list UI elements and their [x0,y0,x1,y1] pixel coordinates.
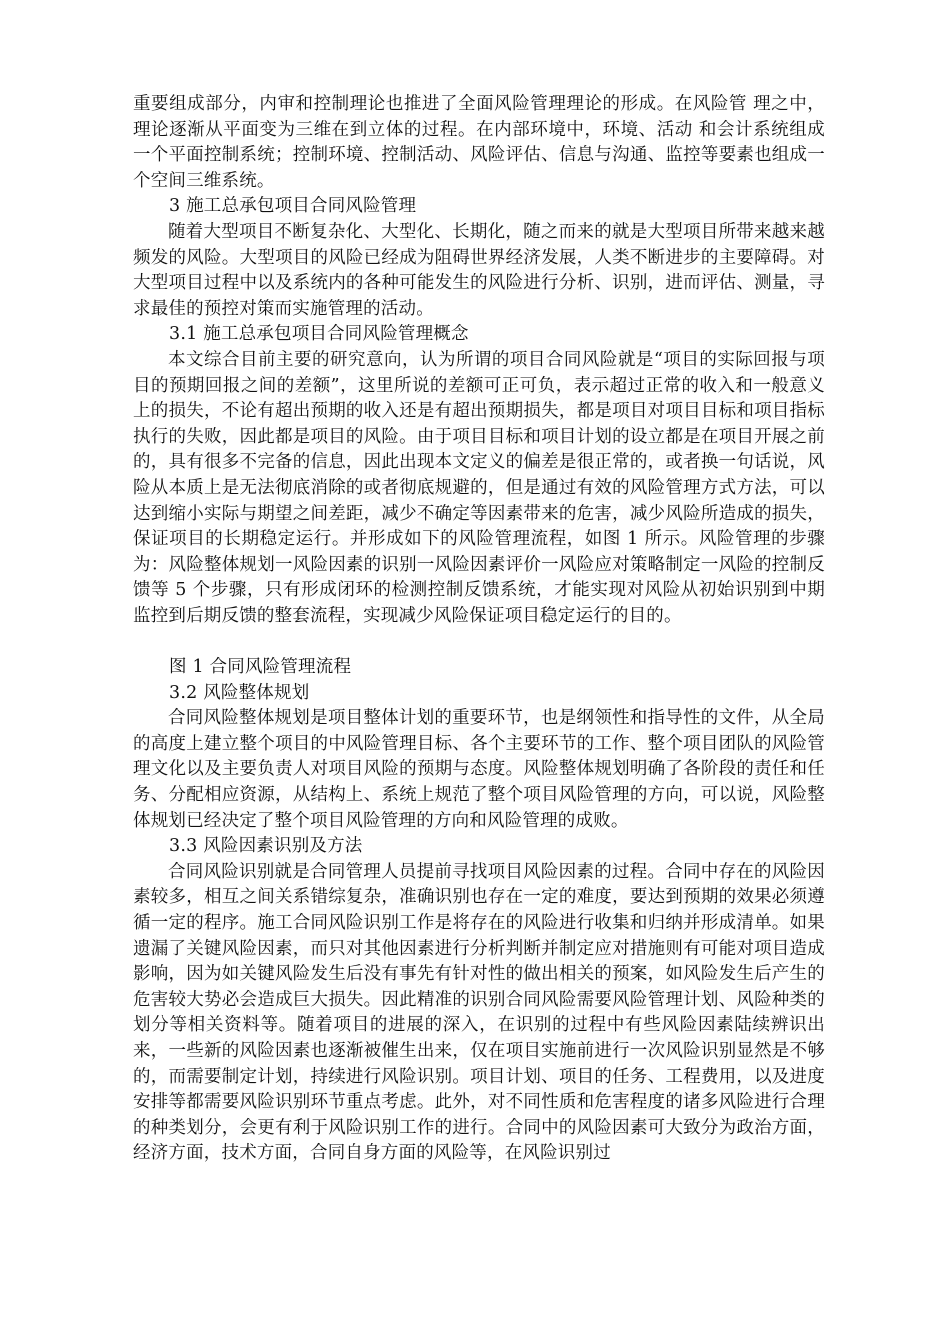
section-heading-3-3: 3.3 风险因素识别及方法 [169,836,363,857]
paragraph-continuation: 重要组成部分，内审和控制理论也推进了全面风险管理理论的形成。在风险管 理之中，理论逐渐从平面变为三维在到立体的过程。在内部环境中，环境、活动 和会计系统组成一个平面控制系统；控制环境、控制活动、风险评估、信息与沟通、监控等要素也组成一个空间三维系统。 [133,94,825,191]
figure-caption: 图 1 合同风险管理流程 [169,657,352,678]
paragraph-section-3-3: 合同风险识别就是合同管理人员提前寻找项目风险因素的过程。合同中存在的风险因素较多，相互之间关系错综复杂，准确识别也存在一定的难度，要达到预期的效果必须遵循一定的程序。施工合同风险识别工作是将存在的风险进行收集和归纳并形成清单。如果遗漏了关键风险因素，而只对其他因素进行分析判断并制定应对措施则有可能对项目造成影响，因为如关键风险发生后没有事先有针对性的做出相关的预案，如风险发生后产生的危害较大势必会造成巨大损失。因此精准的识别合同风险需要风险管理计划、风险种类的划分等相关资料等。随着项目的进展的深入，在识别的过程中有些风险因素陆续辨识出来，一些新的风险因素也逐渐被催生出来，仅在项目实施前进行一次风险识别显然是不够的，而需要制定计划，持续进行风险识别。项目计划、项目的任务、工程费用，以及进度安排等都需要风险识别环节重点考虑。此外，对不同性质和危害程度的诸多风险进行合理的种类划分，会更有利于风险识别工作的进行。合同中的风险因素可大致分为政治方面，经济方面，技术方面，合同自身方面的风险等，在风险识别过 [133,861,825,1164]
paragraph-section-3: 随着大型项目不断复杂化、大型化、长期化，随之而来的就是大型项目所带来越来越频发的风险。大型项目的风险已经成为阻碍世界经济发展，人类不断进步的主要障碍。对大型项目过程中以及系统内的各种可能发生的风险进行分析、识别，进而评估、测量，寻求最佳的预控对策而实施管理的活动。 [133,221,825,319]
section-heading-3-1: 3.1 施工总承包项目合同风险管理概念 [169,324,469,345]
section-heading-3: 3 施工总承包项目合同风险管理 [169,196,417,217]
paragraph-section-3-1: 本文综合目前主要的研究意向，认为所谓的项目合同风险就是“项目的实际回报与项目的预期回报之间的差额”，这里所说的差额可正可负，表示超过正常的收入和一般意义上的损失，不论有超出预期的收入还是有超出预期损失，都是项目对项目目标和项目指标执行的失败，因此都是项目的风险。由于项目目标和项目计划的设立都是在项目开展之前的，具有很多不完备的信息，因此出现本文定义的偏差是很正常的，或者换一句话说，风险从本质上是无法彻底消除的或者彻底规避的，但是通过有效的风险管理方式方法，可以达到缩小实际与期望之间差距，减少不确定等因素带来的危害，减少风险所造成的损失，保证项目的长期稳定运行。并形成如下的风险管理流程，如图 1 所示。风险管理的步骤为：风险整体规划一风险因素的识别一风险因素评价一风险应对策略制定一风险的控制反馈等 5 个步骤，只有形成闭环的检测控制反馈系统，才能实现对风险从初始识别到中期 监控到后期反馈的整套流程，实现减少风险保证项目稳定运行的目的。 [133,349,825,626]
document-body [133,92,825,1167]
paragraph-section-3-2: 合同风险整体规划是项目整体计划的重要环节，也是纲领性和指导性的文件，从全局的高度上建立整个项目的中风险管理目标、各个主要环节的工作、整个项目团队的风险管理文化以及主要负责人对项目风险的预期与态度。风险整体规划明确了各阶段的责任和任务、分配相应资源，从结构上、系统上规范了整个项目风险管理的方向，可以说，风险整体规划已经决定了整个项目风险管理的方向和风险管理的成败。 [133,708,825,831]
section-heading-3-2: 3.2 风险整体规划 [169,682,310,703]
figure-gap [133,629,825,655]
